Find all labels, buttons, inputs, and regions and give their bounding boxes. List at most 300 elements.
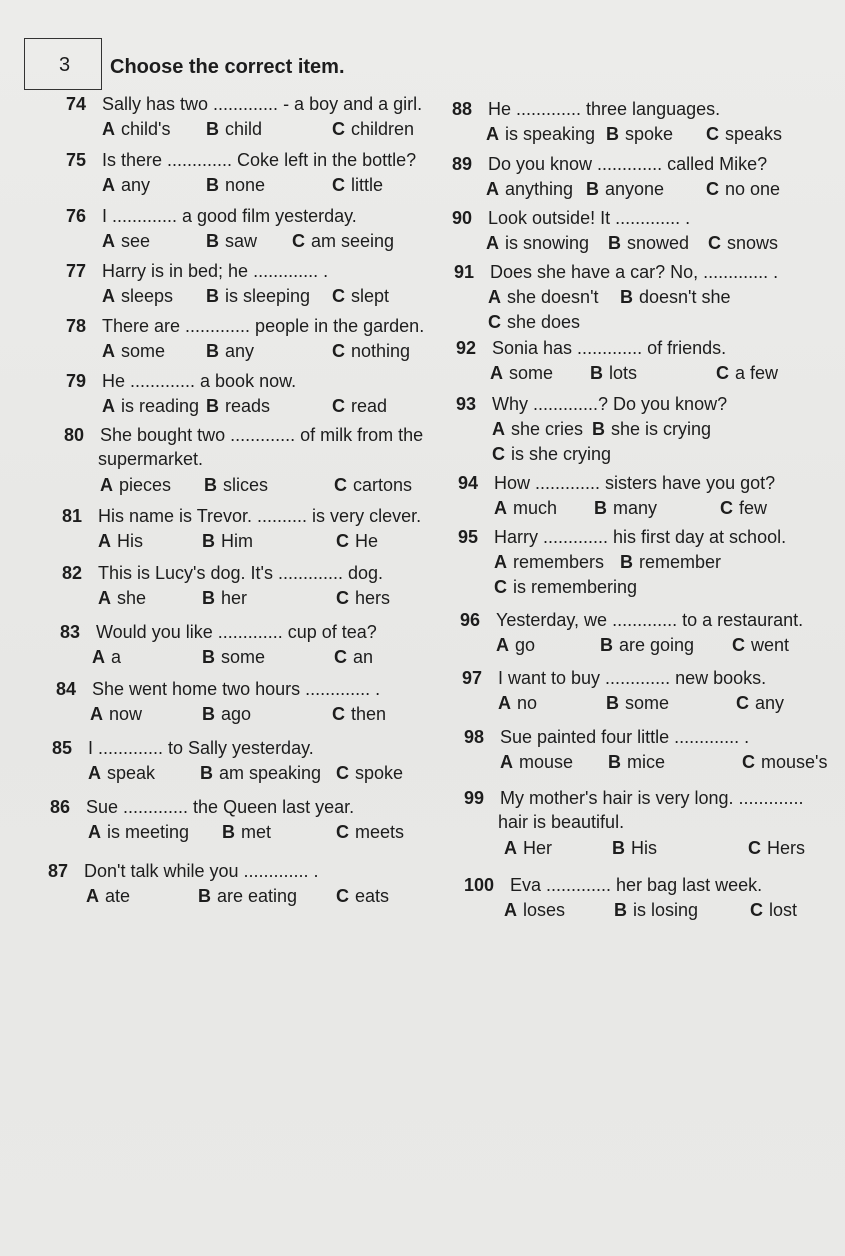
option-text: some (509, 363, 554, 383)
option-letter: C (292, 231, 305, 251)
option-text: eats (355, 886, 390, 906)
answer-option-b[interactable] (592, 419, 711, 440)
question-number: 92 (456, 338, 477, 358)
option-text: He (355, 531, 379, 551)
question-stem: She bought two ............. of milk from the (100, 425, 424, 445)
option-text: anything (505, 179, 574, 199)
option-letter: C (706, 124, 719, 144)
question-stem: My mother's hair is very long. ............. (500, 788, 804, 808)
option-letter: B (614, 900, 627, 920)
option-text: snows (727, 233, 779, 253)
option-text: a (111, 647, 122, 667)
option-text: meets (355, 822, 405, 842)
answer-option-c[interactable] (332, 119, 414, 140)
answer-option-a[interactable] (102, 231, 150, 252)
option-text: none (225, 175, 266, 195)
option-letter: C (334, 647, 347, 667)
option-letter: C (332, 341, 345, 361)
option-letter: C (336, 763, 349, 783)
option-text: anyone (605, 179, 665, 199)
option-text: is remembering (513, 577, 638, 597)
answer-option-c[interactable] (494, 577, 637, 598)
option-text: some (625, 693, 670, 713)
option-letter: A (490, 363, 503, 383)
answer-option-c[interactable] (336, 886, 389, 907)
question-number: 81 (62, 506, 83, 526)
answer-option-b[interactable] (594, 498, 657, 519)
answer-option-a[interactable] (90, 704, 142, 725)
option-letter: A (88, 822, 101, 842)
question-stem: Eva ............. her bag last week. (510, 875, 763, 895)
answer-option-c[interactable] (492, 444, 611, 465)
option-text: any (755, 693, 785, 713)
answer-option-a[interactable] (100, 475, 171, 496)
option-letter: B (206, 119, 219, 139)
answer-option-b[interactable] (612, 838, 657, 859)
answer-option-c[interactable] (332, 286, 389, 307)
option-letter: A (88, 763, 101, 783)
option-text: loses (523, 900, 566, 920)
option-letter: C (716, 363, 729, 383)
question-number: 96 (460, 610, 481, 630)
answer-option-b[interactable] (198, 886, 297, 907)
question-stem: Sue painted four little ............. . (500, 727, 750, 747)
answer-option-c[interactable] (336, 588, 390, 609)
option-letter: A (98, 531, 111, 551)
option-text: child (225, 119, 263, 139)
option-text: then (351, 704, 387, 724)
question-number: 90 (452, 208, 473, 228)
answer-option-b[interactable] (206, 286, 310, 307)
option-text: is sleeping (225, 286, 311, 306)
option-letter: A (102, 286, 115, 306)
question-stem: hair is beautiful. (498, 812, 625, 832)
option-text: see (121, 231, 151, 251)
option-letter: A (102, 119, 115, 139)
answer-option-a[interactable] (88, 763, 155, 784)
answer-option-c[interactable] (708, 233, 778, 254)
option-text: she cries (511, 419, 584, 439)
answer-option-c[interactable] (332, 704, 386, 725)
question-stem: How ............. sisters have you got? (494, 473, 776, 493)
question-number: 88 (452, 99, 473, 119)
question-number: 82 (62, 563, 83, 583)
option-text: is speaking (505, 124, 596, 144)
option-letter: C (748, 838, 761, 858)
answer-option-a[interactable] (494, 498, 557, 519)
option-letter: A (486, 124, 499, 144)
answer-option-b[interactable] (620, 287, 731, 308)
option-text: cartons (353, 475, 413, 495)
option-text: remembers (513, 552, 605, 572)
question-number: 77 (66, 261, 87, 281)
question-number: 94 (458, 473, 479, 493)
answer-option-b[interactable] (206, 175, 265, 196)
option-text: lost (769, 900, 798, 920)
option-text: am speaking (219, 763, 322, 783)
option-text: mice (627, 752, 666, 772)
answer-option-b[interactable] (202, 704, 251, 725)
option-text: some (221, 647, 266, 667)
option-text: doesn't she (639, 287, 731, 307)
answer-option-b[interactable] (608, 233, 689, 254)
option-letter: C (706, 179, 719, 199)
option-letter: B (206, 231, 219, 251)
option-text: a few (735, 363, 779, 383)
answer-option-c[interactable] (292, 231, 394, 252)
option-text: an (353, 647, 374, 667)
option-letter: C (336, 822, 349, 842)
answer-option-c[interactable] (488, 312, 580, 333)
answer-option-c[interactable] (334, 647, 373, 668)
exercise-title: Choose the correct item. (110, 56, 345, 78)
answer-option-b[interactable] (204, 475, 268, 496)
answer-option-b[interactable] (202, 588, 247, 609)
answer-option-b[interactable] (222, 822, 271, 843)
option-letter: B (606, 124, 619, 144)
answer-option-c[interactable] (336, 531, 378, 552)
answer-option-a[interactable] (492, 419, 583, 440)
option-letter: A (500, 752, 513, 772)
answer-option-b[interactable] (206, 396, 270, 417)
option-text: spoke (355, 763, 404, 783)
question-number: 93 (456, 394, 477, 414)
answer-option-b[interactable] (206, 119, 262, 140)
option-text: pieces (119, 475, 172, 495)
answer-option-b[interactable] (606, 124, 673, 145)
option-text: saw (225, 231, 258, 251)
option-text: met (241, 822, 272, 842)
answer-option-a[interactable] (102, 286, 173, 307)
answer-option-b[interactable] (608, 752, 665, 773)
option-text: His (631, 838, 657, 858)
question-stem: Why .............? Do you know? (492, 394, 728, 414)
option-letter: B (222, 822, 235, 842)
option-text: many (613, 498, 658, 518)
option-letter: C (332, 704, 345, 724)
option-text: any (121, 175, 151, 195)
question-number: 78 (66, 316, 87, 336)
option-letter: C (332, 175, 345, 195)
option-text: she doesn't (507, 287, 599, 307)
option-letter: A (486, 233, 499, 253)
option-text: speak (107, 763, 156, 783)
option-text: are eating (217, 886, 298, 906)
option-letter: A (488, 287, 501, 307)
question-number: 75 (66, 150, 87, 170)
option-text: went (751, 635, 790, 655)
option-text: now (109, 704, 143, 724)
option-letter: A (92, 647, 105, 667)
answer-option-c[interactable] (332, 341, 410, 362)
option-text: is snowing (505, 233, 590, 253)
option-letter: C (708, 233, 721, 253)
option-letter: B (206, 396, 219, 416)
option-letter: A (102, 396, 115, 416)
option-letter: A (486, 179, 499, 199)
question-stem: He ............. three languages. (488, 99, 721, 119)
question-stem: His name is Trevor. .......... is very clever. (98, 506, 422, 526)
answer-option-a[interactable] (504, 900, 565, 921)
answer-option-a[interactable] (102, 119, 170, 140)
answer-option-c[interactable] (332, 396, 387, 417)
question-stem: I want to buy ............. new books. (498, 668, 767, 688)
question-number: 76 (66, 206, 87, 226)
option-letter: B (592, 419, 605, 439)
question-stem: Would you like ............. cup of tea? (96, 622, 377, 642)
option-letter: C (334, 475, 347, 495)
option-letter: B (612, 838, 625, 858)
option-text: few (739, 498, 768, 518)
answer-option-a[interactable] (102, 341, 165, 362)
option-text: no (517, 693, 538, 713)
question-stem: Yesterday, we ............. to a restaurant. (496, 610, 804, 630)
option-letter: A (98, 588, 111, 608)
answer-option-c[interactable] (706, 179, 780, 200)
option-text: go (515, 635, 536, 655)
option-text: child's (121, 119, 171, 139)
option-text: she does (507, 312, 581, 332)
answer-option-a[interactable] (486, 233, 589, 254)
option-text: nothing (351, 341, 411, 361)
option-text: ate (105, 886, 131, 906)
question-number: 85 (52, 738, 73, 758)
option-letter: B (206, 175, 219, 195)
question-number: 80 (64, 425, 85, 445)
answer-option-c[interactable] (332, 175, 383, 196)
option-text: slept (351, 286, 390, 306)
question-stem: Harry ............. his first day at school. (494, 527, 787, 547)
option-letter: A (100, 475, 113, 495)
option-letter: C (742, 752, 755, 772)
option-letter: A (102, 341, 115, 361)
option-letter: B (202, 588, 215, 608)
answer-option-a[interactable] (102, 175, 150, 196)
question-stem: I ............. to Sally yesterday. (88, 738, 314, 758)
question-stem: He ............. a book now. (102, 371, 297, 391)
answer-option-a[interactable] (98, 588, 146, 609)
answer-option-c[interactable] (334, 475, 412, 496)
option-letter: C (750, 900, 763, 920)
option-letter: B (204, 475, 217, 495)
option-text: is she crying (511, 444, 612, 464)
option-text: are going (619, 635, 695, 655)
answer-option-c[interactable] (336, 763, 403, 784)
answer-option-a[interactable] (488, 287, 599, 308)
question-stem: I ............. a good film yesterday. (102, 206, 357, 226)
question-number: 100 (464, 875, 495, 895)
option-text: some (121, 341, 166, 361)
option-letter: A (494, 552, 507, 572)
question-stem: Look outside! It ............. . (488, 208, 691, 228)
option-text: much (513, 498, 558, 518)
question-number: 97 (462, 668, 483, 688)
option-letter: A (504, 838, 517, 858)
option-letter: A (504, 900, 517, 920)
option-letter: B (620, 552, 633, 572)
answer-option-a[interactable] (86, 886, 130, 907)
option-text: remember (639, 552, 722, 572)
answer-option-a[interactable] (496, 635, 535, 656)
option-text: she is crying (611, 419, 712, 439)
option-text: Her (523, 838, 553, 858)
answer-option-a[interactable] (98, 531, 143, 552)
option-letter: B (620, 287, 633, 307)
option-text: children (351, 119, 415, 139)
option-letter: B (206, 286, 219, 306)
answer-option-b[interactable] (202, 647, 265, 668)
option-letter: B (200, 763, 213, 783)
answer-option-c[interactable] (706, 124, 782, 145)
option-text: any (225, 341, 255, 361)
question-number: 83 (60, 622, 81, 642)
answer-option-c[interactable] (732, 635, 789, 656)
answer-option-b[interactable] (206, 341, 254, 362)
answer-option-c[interactable] (736, 693, 784, 714)
answer-option-b[interactable] (200, 763, 321, 784)
option-letter: A (86, 886, 99, 906)
option-letter: B (608, 752, 621, 772)
option-letter: B (198, 886, 211, 906)
option-letter: B (590, 363, 603, 383)
answer-option-a[interactable] (486, 124, 595, 145)
option-text: am seeing (311, 231, 395, 251)
option-text: read (351, 396, 388, 416)
question-number: 74 (66, 94, 87, 114)
option-text: her (221, 588, 248, 608)
option-text: sleeps (121, 286, 174, 306)
answer-option-b[interactable] (202, 531, 253, 552)
answer-option-b[interactable] (590, 363, 637, 384)
option-letter: C (332, 396, 345, 416)
question-number: 95 (458, 527, 479, 547)
option-letter: C (488, 312, 501, 332)
answer-option-a[interactable] (88, 822, 189, 843)
option-letter: A (494, 498, 507, 518)
option-letter: C (336, 531, 349, 551)
answer-option-a[interactable] (102, 396, 199, 417)
question-number: 84 (56, 679, 77, 699)
answer-option-c[interactable] (742, 752, 827, 773)
answer-option-c[interactable] (748, 838, 805, 859)
question-stem: Do you know ............. called Mike? (488, 154, 768, 174)
question-stem: Sonia has ............. of friends. (492, 338, 727, 358)
option-text: is losing (633, 900, 699, 920)
option-text: is meeting (107, 822, 190, 842)
answer-option-a[interactable] (500, 752, 573, 773)
question-stem: supermarket. (98, 449, 204, 469)
question-stem: She went home two hours ............. . (92, 679, 381, 699)
option-text: mouse's (761, 752, 828, 772)
answer-option-b[interactable] (586, 179, 664, 200)
option-text: reads (225, 396, 271, 416)
answer-option-b[interactable] (606, 693, 669, 714)
option-letter: A (498, 693, 511, 713)
option-text: speaks (725, 124, 783, 144)
exercise-number-box (24, 38, 102, 90)
option-letter: C (732, 635, 745, 655)
question-stem: Don't talk while you ............. . (84, 861, 319, 881)
option-letter: C (332, 286, 345, 306)
option-letter: C (492, 444, 505, 464)
answer-option-a[interactable] (490, 363, 553, 384)
option-letter: B (202, 531, 215, 551)
answer-option-a[interactable] (504, 838, 552, 859)
option-text: His (117, 531, 143, 551)
option-text: lots (609, 363, 638, 383)
answer-option-c[interactable] (716, 363, 778, 384)
option-letter: B (206, 341, 219, 361)
answer-option-a[interactable] (498, 693, 537, 714)
option-text: ago (221, 704, 252, 724)
option-letter: B (202, 647, 215, 667)
option-letter: B (606, 693, 619, 713)
option-text: spoke (625, 124, 674, 144)
answer-option-b[interactable] (600, 635, 694, 656)
option-text: little (351, 175, 384, 195)
option-text: slices (223, 475, 269, 495)
option-letter: C (336, 886, 349, 906)
option-letter: A (102, 175, 115, 195)
option-letter: C (720, 498, 733, 518)
option-letter: A (102, 231, 115, 251)
question-stem: Sally has two ............. - a boy and a girl. (102, 94, 423, 114)
question-number: 98 (464, 727, 485, 747)
option-text: is reading (121, 396, 200, 416)
answer-option-c[interactable] (750, 900, 797, 921)
option-letter: C (494, 577, 507, 597)
question-number: 91 (454, 262, 475, 282)
option-text: she (117, 588, 147, 608)
answer-option-c[interactable] (336, 822, 404, 843)
option-text: hers (355, 588, 391, 608)
question-stem: Is there ............. Coke left in the bottle? (102, 150, 417, 170)
answer-option-c[interactable] (720, 498, 767, 519)
question-stem: There are ............. people in the garden. (102, 316, 425, 336)
exercise-number: 3 (59, 54, 71, 76)
option-text: mouse (519, 752, 574, 772)
option-letter: C (736, 693, 749, 713)
question-number: 89 (452, 154, 473, 174)
question-stem: Harry is in bed; he ............. . (102, 261, 329, 281)
question-stem: Sue ............. the Queen last year. (86, 797, 355, 817)
answer-option-b[interactable] (206, 231, 257, 252)
question-stem: Does she have a car? No, ............. . (490, 262, 779, 282)
answer-option-a[interactable] (92, 647, 121, 668)
option-letter: C (336, 588, 349, 608)
option-letter: B (594, 498, 607, 518)
option-letter: A (496, 635, 509, 655)
question-number: 86 (50, 797, 71, 817)
answer-option-b[interactable] (614, 900, 698, 921)
question-number: 87 (48, 861, 69, 881)
option-text: no one (725, 179, 781, 199)
option-text: snowed (627, 233, 690, 253)
answer-option-b[interactable] (620, 552, 721, 573)
option-letter: B (586, 179, 599, 199)
answer-option-a[interactable] (494, 552, 604, 573)
option-text: Hers (767, 838, 806, 858)
option-text: Him (221, 531, 253, 551)
question-number: 99 (464, 788, 485, 808)
answer-option-a[interactable] (486, 179, 573, 200)
option-letter: B (600, 635, 613, 655)
question-stem: This is Lucy's dog. It's ............. dog. (98, 563, 383, 583)
option-letter: A (90, 704, 103, 724)
option-letter: A (492, 419, 505, 439)
question-number: 79 (66, 371, 87, 391)
option-letter: B (202, 704, 215, 724)
